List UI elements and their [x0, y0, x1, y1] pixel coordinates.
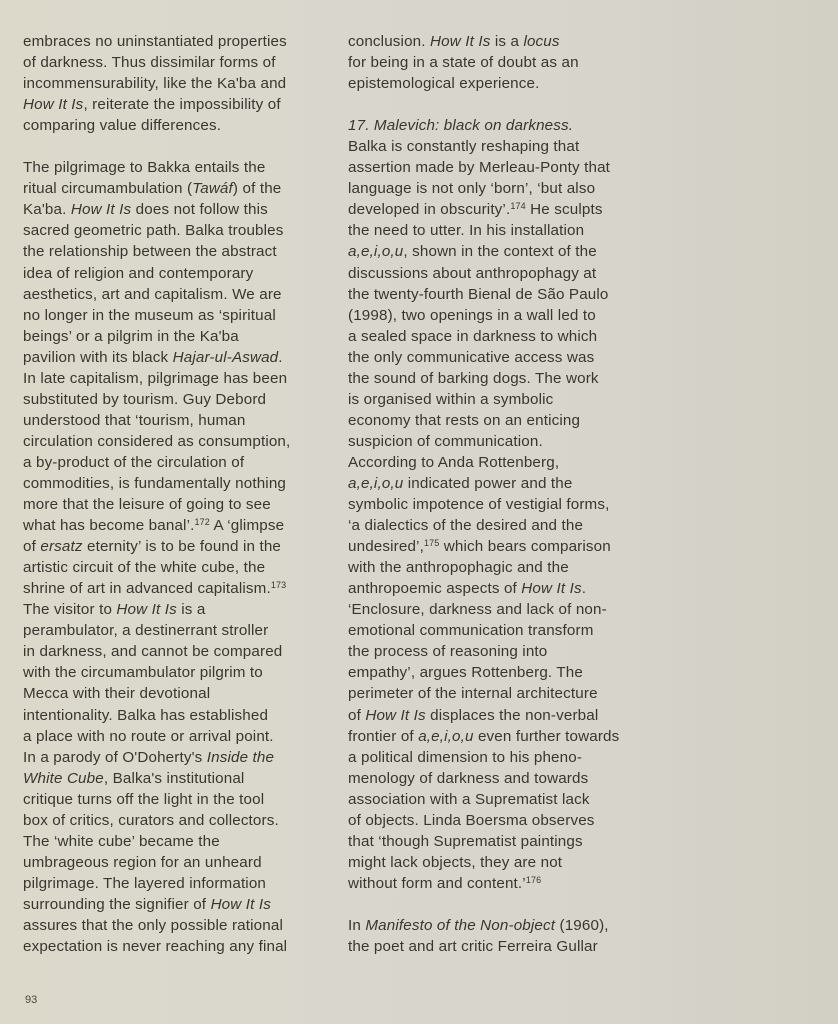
text-run: conclusion. [348, 33, 431, 50]
text-run: a by-product of the circulation of [23, 453, 245, 471]
text-run: might lack objects, they are not [348, 853, 563, 871]
text-line [348, 789, 648, 810]
italic-text: Tawáf [192, 180, 233, 198]
text-run: the process of reasoning into [348, 643, 548, 661]
text-run: The ‘white cube’ became the [23, 832, 220, 850]
text-run: undesired’, [348, 538, 424, 556]
text-run: assures that the only possible rational [23, 916, 283, 934]
page-number: 93 [25, 994, 38, 1006]
text-run: The visitor to [23, 601, 117, 619]
text-line [348, 220, 648, 241]
text-run: epistemological experience. [348, 75, 540, 93]
text-line [23, 452, 323, 473]
text-line [23, 31, 323, 52]
text-run: empathy’, argues Rottenberg. The [348, 664, 583, 682]
text-line [23, 683, 323, 704]
text-run: ) of the [232, 180, 282, 198]
italic-text: Manifesto of the Non-object [365, 916, 556, 934]
text-run: intentionality. Balka has established [23, 706, 269, 724]
text-line [348, 831, 648, 852]
text-line [23, 410, 323, 431]
text-line [23, 115, 323, 136]
text-line [348, 136, 648, 157]
text-run: A ‘glimpse [209, 517, 285, 535]
text-line [348, 178, 648, 199]
text-line [23, 241, 323, 262]
text-run: assertion made by Merleau-Ponty that [348, 159, 611, 177]
text-run: economy that rests on an enticing [348, 411, 581, 429]
text-run: He sculpts [525, 201, 603, 219]
text-line [23, 494, 323, 515]
text-line [23, 52, 323, 73]
text-run: is a [490, 33, 524, 50]
text-line [23, 94, 323, 115]
text-run: , Balka's institutional [103, 769, 245, 787]
text-line [348, 705, 648, 726]
text-run: shrine of art in advanced capitalism. [23, 580, 271, 598]
italic-text: a,e,i,o,u [348, 474, 404, 492]
text-run: does not follow this [131, 201, 268, 219]
left-column [23, 31, 323, 957]
text-line [348, 52, 648, 73]
text-line [348, 915, 648, 936]
text-line [348, 263, 648, 284]
italic-text: How It Is [430, 33, 491, 50]
italic-text: How It Is [365, 706, 426, 724]
text-run: , reiterate the impossibility of [83, 96, 281, 114]
text-line [23, 305, 323, 326]
text-run: the twenty-fourth Bienal de São Paulo [348, 285, 609, 303]
text-run: incommensurability, like the Ka'ba and [23, 75, 287, 93]
text-line [348, 452, 648, 473]
text-run: ‘a dialectics of the desired and the [348, 517, 584, 535]
text-run: The pilgrimage to Bakka entails the [23, 159, 266, 177]
text-line [23, 662, 323, 683]
text-line [348, 683, 648, 704]
text-run: of [348, 706, 366, 724]
text-line [23, 810, 323, 831]
text-run: language is not only ‘born’, ‘but also [348, 180, 596, 198]
text-run: which bears comparison [439, 538, 611, 556]
text-run: for being in a state of doubt as an [348, 54, 579, 72]
text-run: the relationship between the abstract [23, 243, 277, 261]
text-line [348, 199, 648, 220]
text-line [23, 599, 323, 620]
text-run: pilgrimage. The layered information [23, 874, 267, 892]
text-line [348, 368, 648, 389]
text-line [348, 726, 648, 747]
italic-text: a,e,i,o,u [348, 243, 404, 261]
text-run: that ‘though Suprematist paintings [348, 832, 583, 850]
text-line [23, 263, 323, 284]
text-run: eternity’ is to be found in the [82, 538, 282, 556]
text-line [23, 73, 323, 94]
text-line [23, 873, 323, 894]
text-run: discussions about anthropophagy at [348, 264, 597, 282]
text-run: of objects. Linda Boersma observes [348, 811, 595, 829]
text-run: (1960), [555, 916, 609, 934]
italic-text: How It Is [521, 580, 582, 598]
italic-text: White Cube [23, 769, 104, 787]
text-run: According to Anda Rottenberg, [348, 453, 560, 471]
footnote-ref: 174 [510, 201, 526, 212]
italic-text: Hajar-ul-Aswad [172, 348, 279, 366]
text-line [348, 620, 648, 641]
text-run: the need to utter. In his installation [348, 222, 585, 240]
text-run: the sound of barking dogs. The work [348, 369, 599, 387]
text-run: sacred geometric path. Balka troubles [23, 222, 284, 240]
text-run: in darkness, and cannot be compared [23, 643, 283, 661]
text-line [348, 852, 648, 873]
text-line [348, 810, 648, 831]
text-line [348, 936, 648, 957]
text-run: a place with no route or arrival point. [23, 727, 274, 745]
text-line [23, 347, 323, 368]
text-run: . [581, 580, 587, 598]
text-run: , shown in the context of the [403, 243, 597, 261]
text-run: with the circumambulator pilgrim to [23, 664, 263, 682]
text-run: ‘Enclosure, darkness and lack of non- [348, 601, 607, 619]
text-line [348, 536, 648, 557]
italic-text: 17. Malevich: black on darkness. [348, 117, 574, 135]
text-line [348, 747, 648, 768]
text-run: Mecca with their devotional [23, 685, 211, 703]
text-line [23, 326, 323, 347]
text-line [23, 220, 323, 241]
text-line [23, 368, 323, 389]
text-run: ritual circumambulation ( [23, 180, 193, 198]
text-run: expectation is never reaching any final [23, 938, 288, 956]
text-run: comparing value differences. [23, 117, 222, 135]
text-run: more that the leisure of going to see [23, 496, 271, 514]
italic-text: locus [523, 33, 560, 50]
text-line [348, 641, 648, 662]
text-line [23, 705, 323, 726]
text-run: understood that ‘tourism, human [23, 411, 246, 429]
text-run: menology of darkness and towards [348, 769, 589, 787]
italic-text: How It Is [23, 96, 84, 114]
text-line [348, 284, 648, 305]
text-line [348, 473, 648, 494]
text-line [348, 241, 648, 262]
paragraph-gap [348, 894, 648, 915]
text-run: Ka'ba. [23, 201, 71, 219]
italic-text: How It Is [210, 895, 271, 913]
text-run: suspicion of communication. [348, 432, 543, 450]
text-run: pavilion with its black [23, 348, 173, 366]
text-line [348, 410, 648, 431]
text-line [348, 431, 648, 452]
text-run: aesthetics, art and capitalism. We are [23, 285, 282, 303]
text-line [348, 873, 648, 894]
text-line [348, 73, 648, 94]
text-line [23, 726, 323, 747]
text-run: . [278, 348, 283, 366]
text-line [23, 641, 323, 662]
text-line [348, 389, 648, 410]
text-run: emotional communication transform [348, 622, 594, 640]
text-run: displaces the non-verbal [425, 706, 599, 724]
text-run: association with a Suprematist lack [348, 790, 590, 808]
text-line [348, 494, 648, 515]
text-run: Balka is constantly reshaping that [348, 138, 580, 156]
text-line [23, 894, 323, 915]
text-run: box of critics, curators and collectors. [23, 811, 279, 829]
text-run: what has become banal’. [23, 517, 195, 535]
text-line [348, 557, 648, 578]
text-run: substituted by tourism. Guy Debord [23, 390, 267, 408]
text-run: developed in obscurity’. [348, 201, 511, 219]
text-line [23, 620, 323, 641]
text-run: commodities, is fundamentally nothing [23, 474, 287, 492]
text-line [23, 557, 323, 578]
italic-text: How It Is [70, 201, 132, 219]
footnote-ref: 172 [194, 517, 210, 528]
right-column [348, 31, 648, 957]
text-run: In a parody of O'Doherty's [23, 748, 207, 766]
text-line [23, 578, 323, 599]
text-line [23, 747, 323, 768]
text-run: In [348, 916, 366, 934]
text-line [23, 284, 323, 305]
text-line [348, 578, 648, 599]
text-run: of [23, 538, 41, 556]
text-line [23, 831, 323, 852]
text-line [348, 326, 648, 347]
text-run: (1998), two openings in a wall led to [348, 306, 596, 324]
text-run: idea of religion and contemporary [23, 264, 254, 282]
text-line [348, 599, 648, 620]
text-run: indicated power and the [403, 474, 573, 492]
paragraph-gap [348, 94, 648, 115]
text-run: no longer in the museum as ‘spiritual [23, 306, 276, 324]
text-line [23, 789, 323, 810]
footnote-ref: 175 [423, 538, 440, 549]
text-line [348, 305, 648, 326]
italic-text: How It Is [116, 601, 177, 619]
text-run: with the anthropophagic and the [348, 559, 569, 577]
text-run: In late capitalism, pilgrimage has been [23, 369, 288, 387]
text-line [23, 178, 323, 199]
text-run: without form and content.’ [348, 874, 526, 892]
text-line [348, 662, 648, 683]
text-line [23, 768, 323, 789]
text-run: of darkness. Thus dissimilar forms of [23, 54, 276, 72]
text-run: circulation considered as consumption, [23, 432, 291, 450]
text-run: critique turns off the light in the tool [23, 790, 265, 808]
text-line [348, 115, 648, 136]
text-line [23, 157, 323, 178]
text-line [348, 515, 648, 536]
text-run: beings’ or a pilgrim in the Ka'ba [23, 327, 239, 345]
text-line [348, 768, 648, 789]
text-run: embraces no uninstantiated properties [23, 33, 287, 50]
italic-text: a,e,i,o,u [418, 727, 474, 745]
text-run: artistic circuit of the white cube, the [23, 559, 266, 577]
text-line [23, 515, 323, 536]
text-line [23, 936, 323, 957]
text-run: surrounding the signifier of [23, 895, 211, 913]
text-run: even further towards [473, 727, 620, 745]
text-run: anthropoemic aspects of [348, 580, 522, 598]
text-run: the only communicative access was [348, 348, 595, 366]
text-line [348, 157, 648, 178]
footnote-ref: 176 [525, 874, 542, 885]
paragraph-gap [23, 136, 323, 157]
italic-text: Inside the [206, 748, 275, 766]
text-run: umbrageous region for an unheard [23, 853, 262, 871]
text-run: is organised within a symbolic [348, 390, 554, 408]
text-line [23, 536, 323, 557]
text-run: is a [176, 601, 206, 619]
text-line [23, 852, 323, 873]
italic-text: ersatz [40, 538, 83, 556]
text-line [23, 473, 323, 494]
text-run: perambulator, a destinerrant stroller [23, 622, 269, 640]
text-run: the poet and art critic Ferreira Gullar [348, 938, 598, 956]
text-line [23, 431, 323, 452]
footnote-ref: 173 [270, 580, 287, 591]
text-line [23, 915, 323, 936]
text-line [23, 199, 323, 220]
text-run: perimeter of the internal architecture [348, 685, 598, 703]
text-run: a political dimension to his pheno- [348, 748, 583, 766]
text-run: frontier of [348, 727, 419, 745]
text-line [348, 347, 648, 368]
text-run: symbolic impotence of vestigial forms, [348, 496, 610, 514]
text-line [348, 31, 648, 52]
text-line [23, 389, 323, 410]
text-run: a sealed space in darkness to which [348, 327, 598, 345]
